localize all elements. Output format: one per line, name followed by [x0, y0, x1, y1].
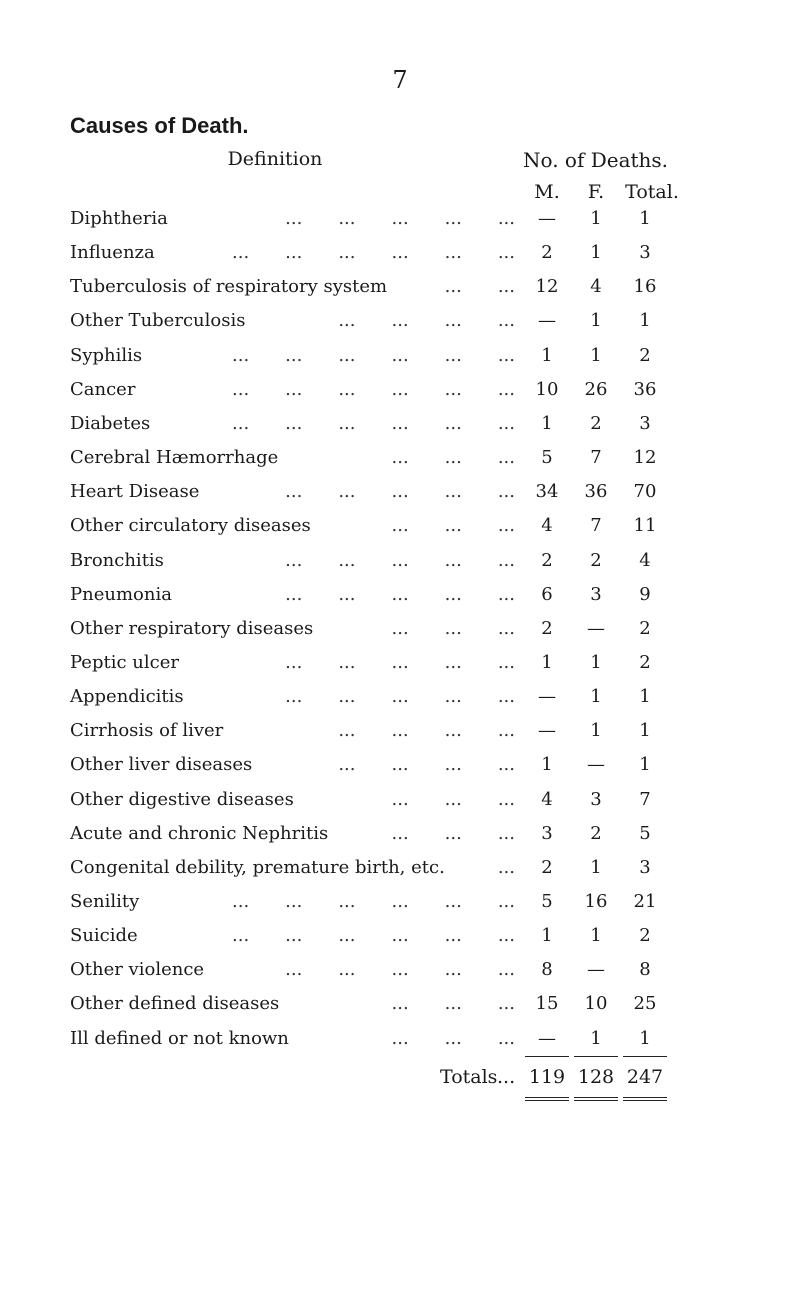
table-row — [0, 720, 800, 754]
total-count: 36 — [633, 378, 657, 400]
leader-dots: ... ... ... — [391, 617, 515, 639]
female-count: 1 — [590, 856, 602, 878]
table-row — [0, 242, 800, 276]
totals-male: 119 — [528, 1066, 566, 1088]
leader-dots: ... ... ... — [391, 1027, 515, 1049]
table-row — [0, 208, 800, 242]
table-row — [0, 276, 800, 310]
male-count: 1 — [541, 344, 553, 366]
leader-dots: ... ... ... ... ... — [285, 549, 515, 571]
table-row — [0, 959, 800, 993]
cause-label: Cerebral Hæmorrhage — [70, 447, 279, 469]
cause-label: Cancer — [70, 378, 136, 400]
table-row — [0, 515, 800, 549]
cause-label: Senility — [70, 891, 140, 912]
table-row — [0, 993, 800, 1027]
cause-label: Acute and chronic Nephritis — [70, 822, 329, 844]
total-count: 25 — [633, 993, 657, 1015]
female-count: 1 — [590, 720, 602, 742]
leader-dots: ... ... ... — [391, 515, 515, 537]
male-count: 4 — [541, 788, 553, 810]
female-count: 2 — [590, 822, 602, 844]
table-row — [0, 891, 800, 925]
female-count: 3 — [590, 583, 602, 605]
cause-label: Other violence — [70, 959, 205, 981]
deaths-header: No. of Deaths. — [523, 148, 669, 172]
cause-label: Heart Disease — [70, 481, 200, 503]
leader-dots: ... ... ... ... ... ... — [232, 891, 515, 912]
total-count: 3 — [639, 242, 651, 264]
female-count: 7 — [590, 515, 602, 537]
male-count: 6 — [541, 583, 553, 605]
female-count: 1 — [590, 242, 602, 264]
male-count: 3 — [541, 822, 553, 844]
cause-label: Bronchitis — [70, 549, 164, 571]
male-count: 2 — [541, 617, 553, 639]
cause-label: Other digestive diseases — [70, 788, 294, 810]
male-count: 5 — [541, 891, 553, 912]
totals-female: 128 — [577, 1066, 615, 1088]
leader-dots: ... ... ... — [391, 822, 515, 844]
female-count: 7 — [590, 447, 602, 469]
total-count: 7 — [639, 788, 651, 810]
total-count: 1 — [639, 754, 651, 776]
female-count: 1 — [590, 925, 602, 947]
leader-dots: ... ... ... ... — [338, 720, 515, 742]
leader-dots: ... ... ... ... ... — [285, 959, 515, 981]
female-count: 1 — [590, 686, 602, 708]
male-count: — — [538, 310, 556, 332]
male-count: 4 — [541, 515, 553, 537]
leader-dots: ... ... ... ... ... ... — [232, 344, 515, 366]
cause-label: Appendicitis — [70, 686, 184, 708]
male-count: 5 — [541, 447, 553, 469]
cause-label: Other liver diseases — [70, 754, 253, 776]
cause-label: Peptic ulcer — [70, 651, 179, 673]
cause-label: Pneumonia — [70, 583, 172, 605]
female-count: 16 — [584, 891, 608, 912]
female-count: — — [587, 959, 605, 981]
total-count: 12 — [633, 447, 657, 469]
definition-header: Definition — [227, 148, 323, 170]
leader-dots: ... ... — [444, 276, 515, 298]
cause-label: Other respiratory diseases — [70, 617, 314, 639]
totals-rule-f-bottom-2 — [574, 1100, 618, 1101]
table-row — [0, 447, 800, 481]
female-count: 1 — [590, 344, 602, 366]
leader-dots: ... ... ... ... ... — [285, 208, 515, 229]
page-number: 7 — [392, 66, 408, 94]
total-count: 8 — [639, 959, 651, 981]
totals-rule-f-bottom-1 — [574, 1097, 618, 1098]
cause-label: Tuberculosis of respiratory system — [70, 276, 388, 298]
male-count: — — [538, 1027, 556, 1049]
male-count: 8 — [541, 959, 553, 981]
total-count: 1 — [639, 686, 651, 708]
totals-total: 247 — [626, 1066, 664, 1088]
leader-dots: ... ... ... ... ... ... — [232, 242, 515, 264]
male-count: 2 — [541, 856, 553, 878]
table-row — [0, 1028, 800, 1062]
male-count: — — [538, 208, 556, 229]
total-header: Total. — [625, 181, 679, 203]
leader-dots: ... ... ... — [391, 788, 515, 810]
female-count: 10 — [584, 993, 608, 1015]
total-count: 2 — [639, 925, 651, 947]
cause-label: Influenza — [70, 242, 155, 264]
leader-dots: ... ... ... — [391, 993, 515, 1015]
male-count: 15 — [535, 993, 559, 1015]
female-count: 1 — [590, 651, 602, 673]
totals-leader: ... — [497, 1066, 516, 1088]
leader-dots: ... ... ... ... ... — [285, 481, 515, 503]
female-count: — — [587, 617, 605, 639]
male-count: 1 — [541, 925, 553, 947]
table-row — [0, 379, 800, 413]
cause-label: Cirrhosis of liver — [70, 720, 224, 742]
table-row — [0, 789, 800, 823]
table-row — [0, 413, 800, 447]
female-count: 4 — [590, 276, 602, 298]
table-row — [0, 857, 800, 891]
leader-dots: ... ... ... — [391, 447, 515, 469]
female-count: 3 — [590, 788, 602, 810]
total-count: 3 — [639, 856, 651, 878]
total-count: 5 — [639, 822, 651, 844]
leader-dots: ... ... ... ... ... — [285, 686, 515, 708]
male-count: 10 — [535, 378, 559, 400]
table-row — [0, 550, 800, 584]
total-count: 1 — [639, 1027, 651, 1049]
female-header: F. — [587, 181, 605, 203]
total-count: 2 — [639, 651, 651, 673]
cause-label: Ill defined or not known — [70, 1027, 289, 1049]
leader-dots: ... ... ... ... ... — [285, 583, 515, 605]
male-count: 1 — [541, 412, 553, 434]
female-count: 2 — [590, 549, 602, 571]
total-count: 2 — [639, 344, 651, 366]
male-count: 2 — [541, 242, 553, 264]
table-row — [0, 584, 800, 618]
male-count: 34 — [535, 481, 559, 503]
male-count: — — [538, 720, 556, 742]
total-count: 4 — [639, 549, 651, 571]
total-count: 3 — [639, 412, 651, 434]
totals-rule-total-bottom-1 — [623, 1097, 667, 1098]
male-count: 1 — [541, 651, 553, 673]
female-count: 36 — [584, 481, 608, 503]
cause-label: Diabetes — [70, 412, 151, 434]
totals-label: Totals — [440, 1066, 498, 1088]
total-count: 1 — [639, 310, 651, 332]
section-title: Causes of Death. — [70, 113, 249, 138]
leader-dots: ... ... ... ... ... ... — [232, 378, 515, 400]
totals-rule-m-top — [525, 1056, 569, 1057]
table-row — [0, 823, 800, 857]
female-count: 2 — [590, 412, 602, 434]
leader-dots: ... ... ... ... — [338, 310, 515, 332]
total-count: 21 — [633, 891, 657, 912]
total-count: 1 — [639, 208, 651, 229]
male-count: — — [538, 686, 556, 708]
female-count: 1 — [590, 1027, 602, 1049]
leader-dots: ... ... ... ... ... — [285, 651, 515, 673]
leader-dots: ... ... ... ... ... ... — [232, 925, 515, 947]
table-row — [0, 686, 800, 720]
table-row — [0, 618, 800, 652]
female-count: 26 — [584, 378, 608, 400]
cause-label: Congenital debility, premature birth, etc. — [70, 856, 445, 878]
totals-rule-total-top — [623, 1056, 667, 1057]
male-count: 2 — [541, 549, 553, 571]
male-header: M. — [534, 181, 560, 203]
male-count: 1 — [541, 754, 553, 776]
female-count: 1 — [590, 310, 602, 332]
cause-label: Other Tuberculosis — [70, 310, 246, 332]
leader-dots: ... ... ... ... — [338, 754, 515, 776]
table-row — [0, 925, 800, 959]
total-count: 11 — [633, 515, 657, 537]
table-row — [0, 754, 800, 788]
female-count: — — [587, 754, 605, 776]
cause-label: Syphilis — [70, 344, 143, 366]
total-count: 16 — [633, 276, 657, 298]
total-count: 2 — [639, 617, 651, 639]
total-count: 9 — [639, 583, 651, 605]
table-row — [0, 310, 800, 344]
table-row — [0, 652, 800, 686]
leader-dots: ... — [497, 856, 515, 878]
cause-label: Other defined diseases — [70, 993, 280, 1015]
table-row — [0, 345, 800, 379]
total-count: 1 — [639, 720, 651, 742]
totals-rule-m-bottom-2 — [525, 1100, 569, 1101]
totals-rule-total-bottom-2 — [623, 1100, 667, 1101]
male-count: 12 — [535, 276, 559, 298]
totals-rule-f-top — [574, 1056, 618, 1057]
totals-rule-m-bottom-1 — [525, 1097, 569, 1098]
leader-dots: ... ... ... ... ... ... — [232, 412, 515, 434]
cause-label: Diphtheria — [70, 208, 168, 229]
female-count: 1 — [590, 208, 602, 229]
cause-label: Suicide — [70, 925, 138, 947]
table-row — [0, 481, 800, 515]
cause-label: Other circulatory diseases — [70, 515, 311, 537]
total-count: 70 — [633, 481, 657, 503]
